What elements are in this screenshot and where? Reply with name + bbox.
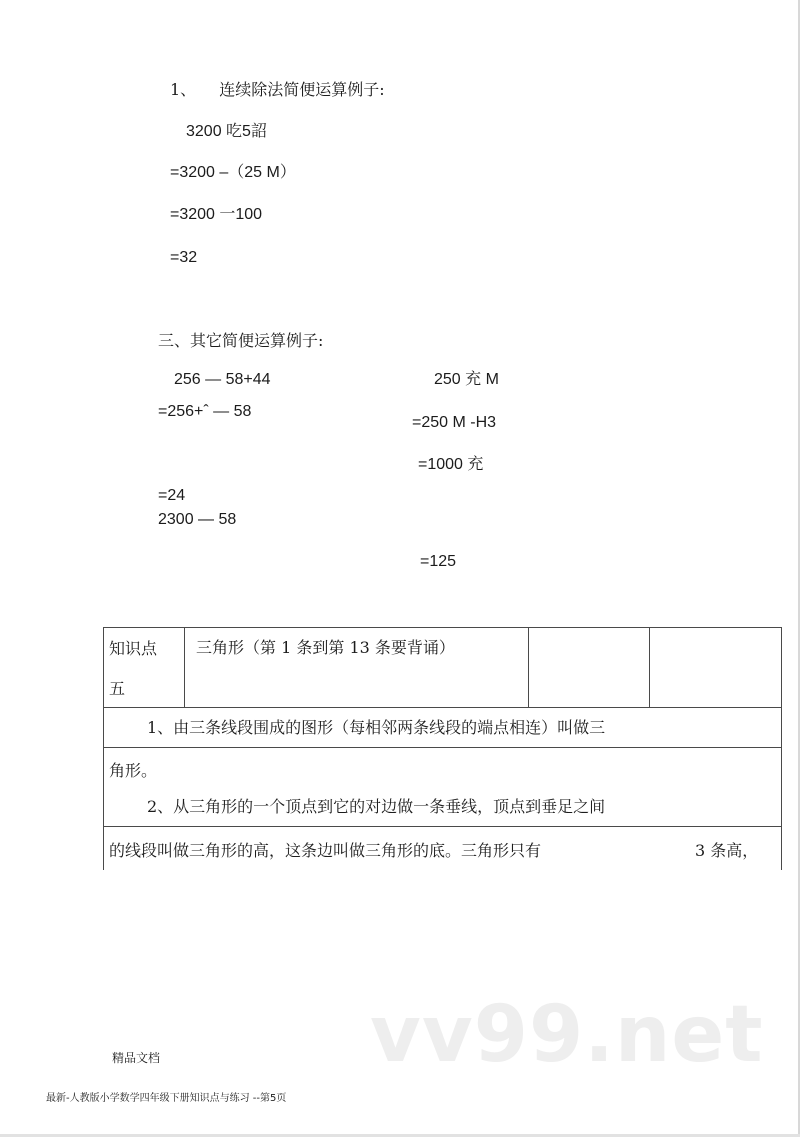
table-row2-line2: 的线段叫做三角形的高，这条边叫做三角形的底。三角形只有 xyxy=(109,841,542,860)
section3-right-step-2: =250 M -H3 xyxy=(412,414,497,431)
section3-left-step-3: =24 xyxy=(158,487,186,504)
table-rule xyxy=(103,707,782,708)
table-header-label: 知识点 xyxy=(109,639,158,658)
footer-doc-line: 最新-人教版小学数学四年级下册知识点与练习 --第5页 xyxy=(46,1093,287,1104)
section3-title: 三、其它简便运算例子: xyxy=(158,331,324,350)
table-row1-line1: 1、由三条线段围成的图形（每相邻两条线段的端点相连）叫做三 xyxy=(147,718,606,737)
watermark-text: vv99.net xyxy=(370,990,764,1080)
section1-number: 1、 xyxy=(170,80,197,99)
table-row2-line1: 2、从三角形的一个顶点到它的对边做一条垂线，顶点到垂足之间 xyxy=(147,797,606,816)
section1-step-3: =3200 一100 xyxy=(170,206,263,223)
table-rule xyxy=(528,627,529,707)
section1-title: 连续除法简便运算例子: xyxy=(219,80,385,99)
section3-left-step-2: =256+ˆ — 58 xyxy=(158,403,252,420)
table-header-label-number: 五 xyxy=(109,679,126,698)
section1-step-1: 3200 吃5詔 xyxy=(186,123,267,140)
table-row1-line2: 角形。 xyxy=(109,761,158,780)
table-rule xyxy=(184,627,185,707)
section3-right-step-4: =125 xyxy=(420,553,457,570)
table-rule xyxy=(103,826,782,827)
section3-right-step-1: 250 充 M xyxy=(434,371,499,388)
section1-heading xyxy=(170,80,385,100)
table-rule xyxy=(103,627,104,870)
table-rule xyxy=(649,627,650,707)
footer-note: 精品文档 xyxy=(112,1051,161,1065)
section1-step-4: =32 xyxy=(170,249,198,266)
section3-left-step-4: 2300 — 58 xyxy=(158,511,237,528)
section3-right-step-3: =1000 充 xyxy=(418,456,484,473)
table-row2-line2-tail: 3 条高， xyxy=(695,841,759,860)
section3-left-step-1: 256 — 58+44 xyxy=(174,371,271,388)
table-header-title: 三角形（第 1 条到第 13 条要背诵） xyxy=(196,638,455,657)
section1-step-2: =3200 –（25 M） xyxy=(170,164,296,181)
table-rule xyxy=(103,747,782,748)
knowledge-point-table xyxy=(103,627,782,870)
table-rule xyxy=(781,627,782,870)
table-rule xyxy=(103,627,782,628)
